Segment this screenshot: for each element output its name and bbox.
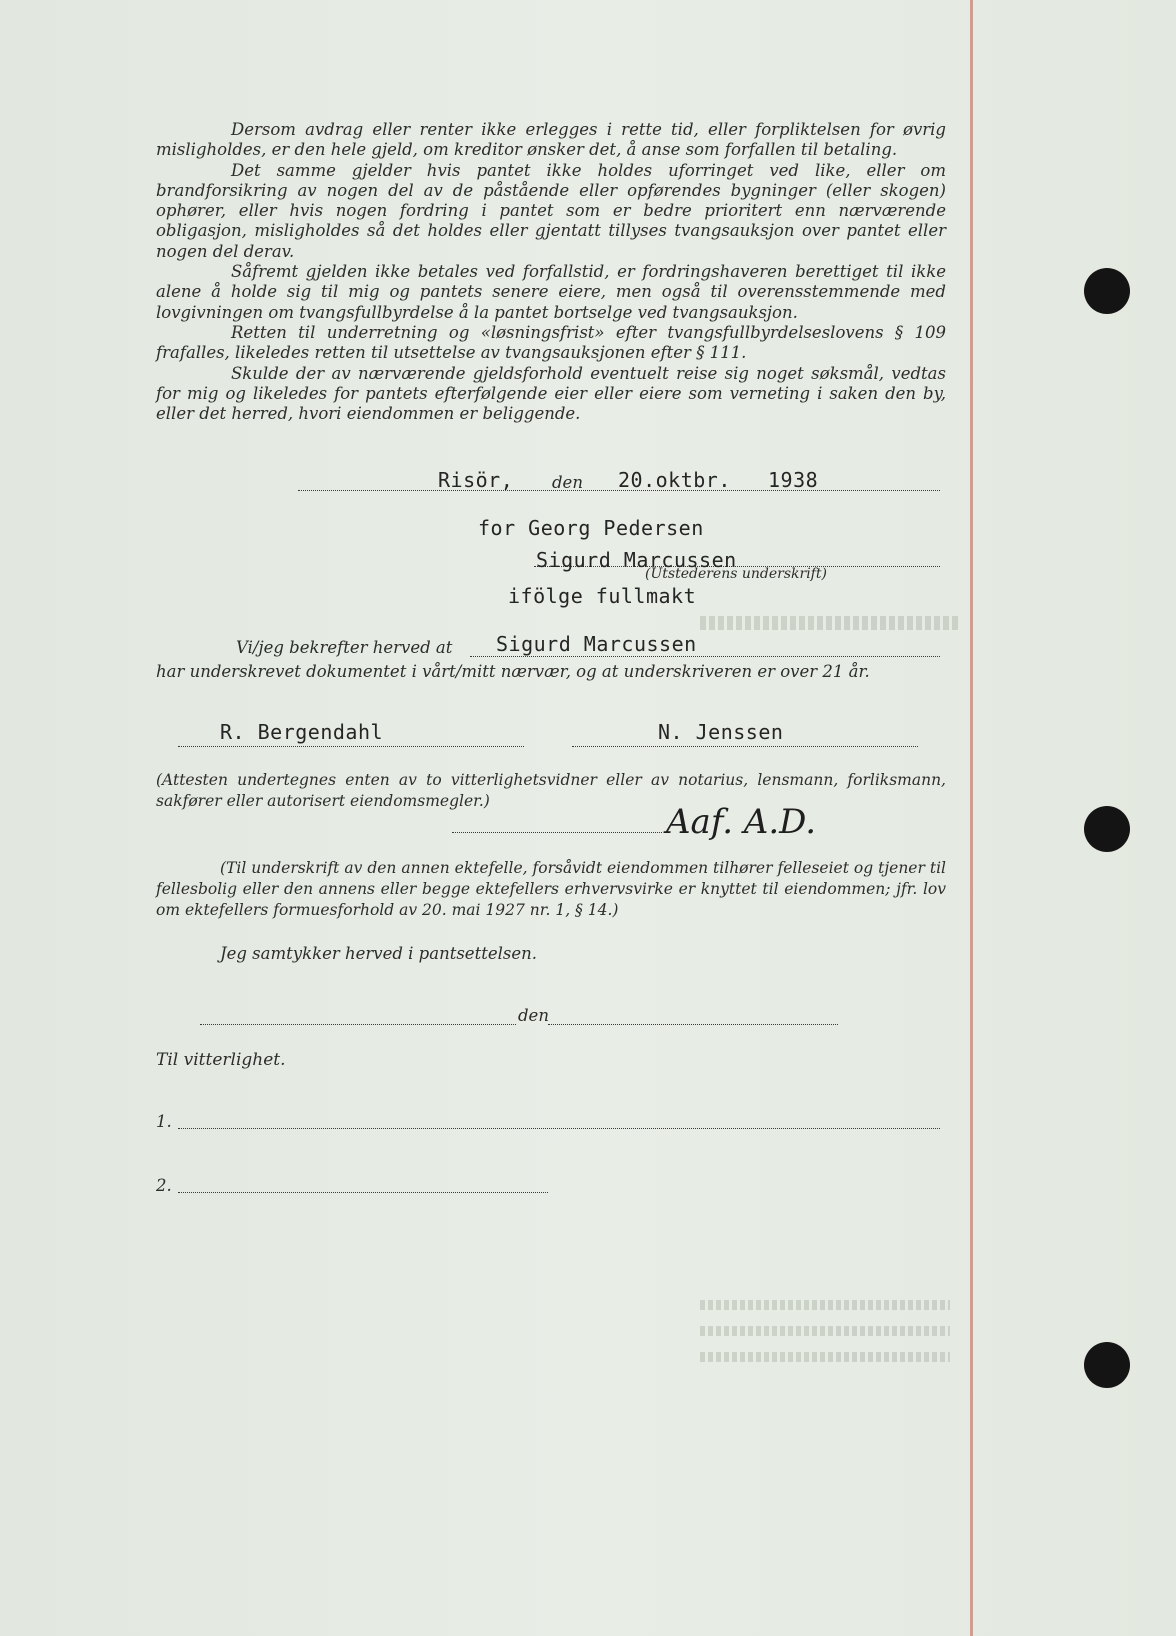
punch-hole-middle [1084, 806, 1130, 852]
spouse-place-line [200, 1024, 516, 1025]
issuer-signature: Sigurd Marcussen [536, 548, 737, 572]
vitterlighet-line-2 [178, 1192, 548, 1193]
year: 1938 [768, 468, 819, 492]
paragraph-enforcement: Såfremt gjelden ikke betales ved forfallstid, er fordringshaveren berettiget til ikke alene å holde sig til mig og pantets senere eiere, men også til overensstemmende med lovgivningen om tvangsfullbyrdelse å la pantet bortselge ved tvangsauksjon. [156, 262, 946, 322]
witness-1-line [178, 746, 524, 747]
vitterlighet-line-1 [178, 1128, 940, 1129]
paragraph-default: Dersom avdrag eller renter ikke erlegges i rette tid, eller forpliktelsen for øvrig misligholdes, er den hele gjeld, om kreditor ønsker det, å anse som forfallen til betaling. [156, 120, 946, 160]
handwritten-mark: Aaf. A.D. [666, 802, 817, 842]
for-line: for Georg Pedersen [478, 516, 704, 540]
spouse-note: (Til underskrift av den annen ektefelle, forsåvidt eiendommen tilhører felleseiet og tjener til fellesbolig eller den annens eller begge ektefellers erhvervsvirke er knyttet til eiendommen; jfr. lov om ektefellers formuesforhold av 20. mai 1927 nr. 1, § 14.) [156, 859, 946, 919]
bleed-through-texture [700, 616, 960, 630]
red-margin-line [970, 0, 973, 1636]
spouse-consent: Jeg samtykker herved i pantsettelsen. [220, 944, 537, 963]
bleed-through-texture [700, 1300, 950, 1310]
place: Risör, [438, 468, 514, 492]
witness-2-line [572, 746, 918, 747]
spouse-date-line [548, 1024, 838, 1025]
vitterlighet-line-1-label: 1. [156, 1112, 172, 1131]
punch-hole-top [1084, 268, 1130, 314]
authority-line: ifölge fullmakt [508, 584, 697, 608]
issuer-signature-caption: (Utstederens underskrift) [645, 566, 827, 582]
paragraph-collateral: Det samme gjelder hvis pantet ikke holdes uforringet ved like, eller om brandforsikring av nogen del av de påstående eller opførendes bygninger (eller skogen) ophører, eller hvis nogen fordring i pantet som er bedre prioritert enn nærværende obligasjon, misligholdes så det holdes eller gjentatt tillyses tvangsauksjon over pantet eller nogen del derav. [156, 160, 946, 261]
paragraph-notice: Retten til underretning og «løsningsfrist» efter tvangsfullbyrdelseslovens § 109 frafalles, likeledes retten til utsettelse av tvangsauksjonen efter § 111. [156, 322, 946, 363]
confirmation-name-line [470, 656, 940, 657]
vitterlighet-line-2-label: 2. [156, 1176, 172, 1195]
terms-paragraphs [156, 120, 946, 424]
confirmation-prefix: Vi/jeg bekrefter herved at [236, 638, 453, 657]
witness-1-name: R. Bergendahl [220, 720, 384, 744]
bleed-through-texture [700, 1352, 950, 1362]
confirmation-name: Sigurd Marcussen [496, 632, 697, 656]
date: 20.oktbr. [618, 468, 731, 492]
spouse-den-label: den [518, 1006, 549, 1025]
attestation-note: (Attesten undertegnes enten av to vitterlighetsvidner eller av notarius, lensmann, forliksmann, sakfører eller autorisert eiendomsmegler.) [156, 771, 946, 810]
den-label: den [552, 473, 583, 492]
paragraph-venue: Skulde der av nærværende gjeldsforhold eventuelt reise sig noget søksmål, vedtas for mig og likeledes for pantets efterfølgende eier eller eiere som verneting i saken den by, eller det herred, hvori eiendommen er beliggende. [156, 363, 946, 424]
bleed-through-texture [700, 1326, 950, 1336]
witness-2-name: N. Jenssen [658, 720, 784, 744]
punch-hole-bottom [1084, 1342, 1130, 1388]
spouse-signature-line [452, 832, 662, 833]
vitterlighet-heading: Til vitterlighet. [156, 1050, 286, 1070]
confirmation-statement: har underskrevet dokumentet i vårt/mitt nærvær, og at underskriveren er over 21 år. [156, 662, 870, 681]
